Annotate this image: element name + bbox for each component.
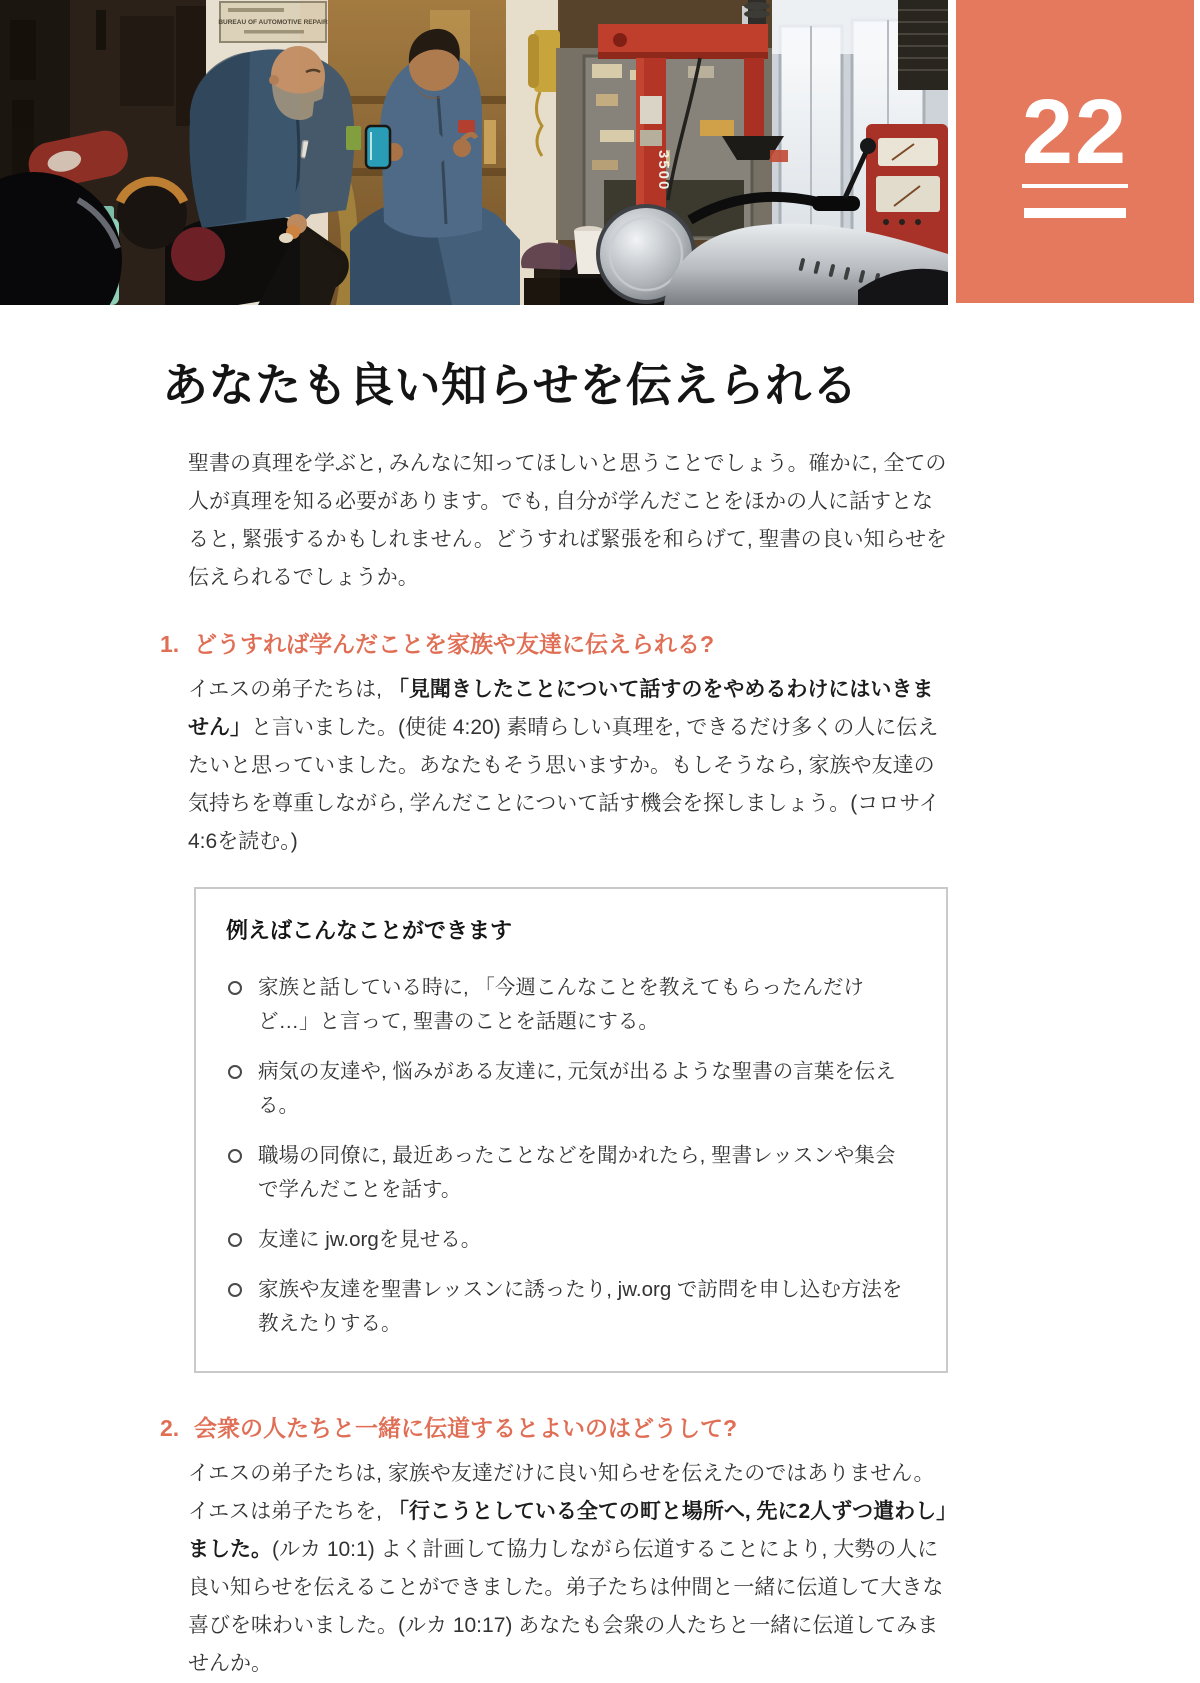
garage-photo-illustration [0, 0, 948, 305]
example-box-title: 例えばこんなことができます [226, 917, 513, 943]
intro-paragraph: 聖書の真理を学ぶと, みんなに知ってほしいと思うことでしょう。確かに, 全ての人が真理を知る必要があります。でも, 自分が学んだことをほかの人に話すとなると, 緊張するかもしれません。どうすれば緊張を和らげて, 聖書の良い知らせを伝えられるでしょうか。 [188, 451, 947, 589]
list-item-text: 家族と話している時に, 「今週こんなことを教えてもらったんだけど…」と言って, 聖書のことを話題にする。 [258, 975, 864, 1033]
question-1-paragraph [188, 671, 950, 861]
q1-scripture-quote: 「見聞きしたことについて話すのをやめるわけにはいきません」 [188, 677, 934, 739]
question-1-number: 1. [160, 630, 180, 657]
list-item-text: 友達に jw.orgを見せる。 [258, 1227, 482, 1251]
page-title: あなたも良い知らせを伝えられる [162, 359, 859, 411]
lesson-photo [0, 0, 948, 305]
question-1-heading [160, 629, 950, 659]
bullet-circle-icon [228, 1283, 242, 1297]
bullet-circle-icon [228, 1065, 242, 1079]
q2-text-pre: イエスの弟子たちは, 家族や友達だけに良い知らせを伝えたのではありません。イエスは弟子たちを, [188, 1461, 935, 1523]
list-item [226, 1055, 914, 1123]
q1-text-pre: イエスの弟子たちは, [188, 677, 388, 701]
bullet-circle-icon [228, 1233, 242, 1247]
list-item [226, 1139, 914, 1207]
photo-blinds [898, 0, 948, 90]
lesson-number: 22 [1022, 86, 1128, 188]
question-1-text: どうすれば学んだことを家族や友達に伝えられる? [194, 630, 715, 657]
list-item-text: 職場の同僚に, 最近あったことなどを聞かれたら, 聖書レッスンや集会で学んだことを話す。 [258, 1143, 896, 1201]
lesson-content [160, 357, 950, 1683]
list-item-text: 病気の友達や, 悩みがある友達に, 元気が出るような聖書の言葉を伝える。 [258, 1059, 896, 1117]
lesson-number-badge [956, 0, 1194, 303]
question-2-heading [160, 1413, 950, 1443]
question-2-text: 会衆の人たちと一緒に伝道するとよいのはどうして? [194, 1414, 738, 1441]
bullet-circle-icon [228, 1149, 242, 1163]
list-item [226, 971, 914, 1039]
list-item [226, 1223, 914, 1257]
hero-section [0, 0, 1200, 305]
svg-text:BUREAU OF AUTOMOTIVE REPAIR: BUREAU OF AUTOMOTIVE REPAIR [218, 19, 328, 26]
svg-text:3500: 3500 [655, 150, 672, 192]
q2-text-post: (ルカ 10:1) よく計画して協力しながら伝道することにより, 大勢の人に良い知らせを伝えることができました。弟子たちは仲間と一緒に伝道して大きな喜びを味わいました。(ルカ 10:17) あなたも会衆の人たちと一緒に伝道してみませんか。 [188, 1537, 944, 1675]
list-item [226, 1273, 914, 1341]
question-2-number: 2. [160, 1414, 180, 1441]
bullet-circle-icon [228, 981, 242, 995]
example-box [194, 887, 948, 1373]
lesson-number-underline [1024, 208, 1126, 218]
q1-text-post: と言いました。(使徒 4:20) 素晴らしい真理を, できるだけ多くの人に伝えたいと思っていました。あなたもそう思いますか。もしそうなら, 家族や友達の気持ちを尊重しながら, 学んだことについて話す機会を探しましょう。(コロサイ 4:6を読む。) [188, 715, 940, 853]
list-item-text: 家族や友達を聖書レッスンに誘ったり, jw.org で訪問を申し込む方法を教えたりする。 [258, 1277, 903, 1335]
q2-scripture-quote: 「行こうとしている全ての町と場所へ, 先に2人ずつ遣わし」ました。 [188, 1499, 947, 1561]
question-2-paragraph [188, 1455, 950, 1683]
example-list [226, 971, 914, 1341]
